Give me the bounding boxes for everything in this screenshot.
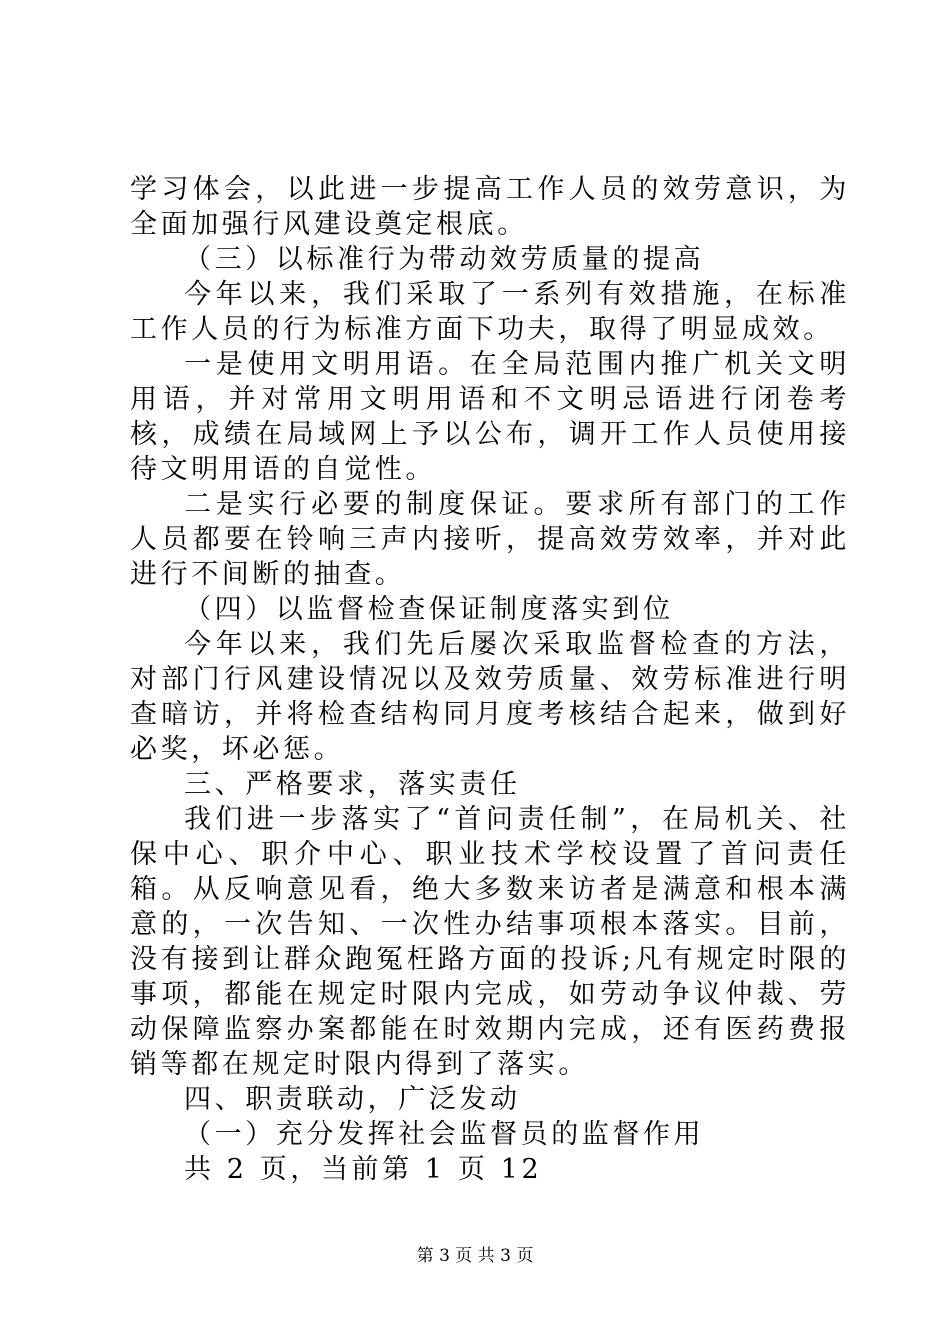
- paragraph: 今年以来，我们先后屡次采取监督检查的方法，对部门行风建设情况以及效劳质量、效劳标准进行明查暗访，并将检查结构同月度考核结合起来，做到好必奖，坏必惩。: [130, 629, 850, 765]
- paragraph: 二是实行必要的制度保证。要求所有部门的工作人员都要在铃响三声内接听，提高效劳效率，并对此进行不间断的抽查。: [130, 489, 850, 590]
- section-heading: （四）以监督检查保证制度落实到位: [184, 594, 674, 625]
- paragraph: 一是使用文明用语。在全局范围内推广机关文明用语，并对常用文明用语和不文明忌语进行闭卷考核，成绩在局域网上予以公布，调开工作人员使用接待文明用语的自觉性。: [130, 349, 850, 485]
- document-body: [130, 172, 850, 1187]
- page-footer: 第 3 页 共 3 页: [416, 1246, 534, 1266]
- section-heading: （三）以标准行为带动效劳质量的提高: [184, 244, 705, 275]
- section-heading: 三、严格要求，落实责任: [184, 769, 521, 800]
- section-heading: （一）充分发挥社会监督员的监督作用: [184, 1119, 705, 1150]
- paragraph-continuation: 学习体会，以此进一步提高工作人员的效劳意识，为全面加强行风建设奠定根底。: [130, 174, 850, 240]
- page-count-note: 共 2 页，当前第 1 页 12: [184, 1154, 543, 1185]
- paragraph: 我们进一步落实了“首问责任制”，在局机关、社保中心、职介中心、职业技术学校设置了首问责任箱。从反响意见看，绝大多数来访者是满意和根本满意的，一次告知、一次性办结事项根本落实。目前，没有接到让群众跑冤枉路方面的投诉;凡有规定时限的事项，都能在规定时限内完成，如劳动争议仲裁、劳动保障监察办案都能在时效期内完成，还有医药费报销等都在规定时限内得到了落实。: [130, 804, 850, 1080]
- paragraph: 今年以来，我们采取了一系列有效措施，在标准工作人员的行为标准方面下功夫，取得了明显成效。: [130, 279, 850, 345]
- section-heading: 四、职责联动，广泛发动: [184, 1084, 521, 1115]
